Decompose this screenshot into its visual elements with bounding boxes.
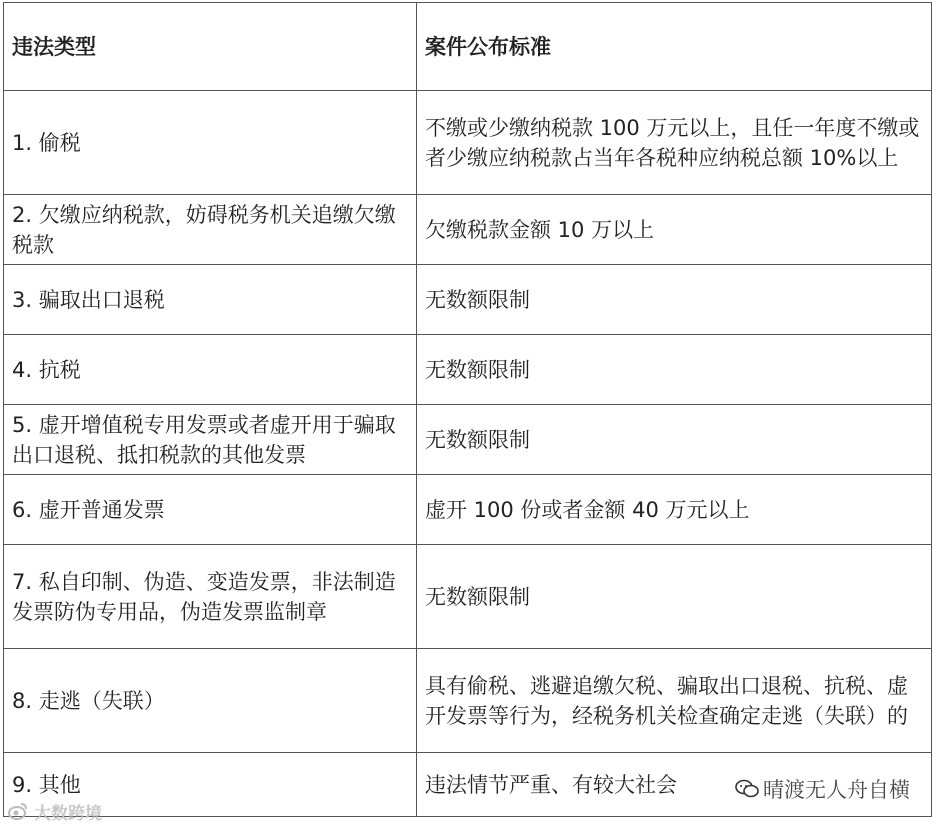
watermark-right-text: 晴渡无人舟自横 xyxy=(763,778,910,802)
standard-cell: 无数额限制 xyxy=(417,545,932,649)
watermark-right xyxy=(735,774,910,804)
standard-cell: 无数额限制 xyxy=(417,335,932,405)
wechat-icon xyxy=(735,779,757,799)
weibo-icon xyxy=(8,802,30,822)
table-row xyxy=(4,91,932,195)
table-row xyxy=(4,335,932,405)
table-row xyxy=(4,545,932,649)
header-publication-standard: 案件公布标准 xyxy=(417,3,932,91)
standard-cell: 不缴或少缴纳税款 100 万元以上，且任一年度不缴或者少缴应纳税款占当年各税种应纳税总额 10%以上 xyxy=(417,91,932,195)
table-row xyxy=(4,475,932,545)
table-row xyxy=(4,265,932,335)
tax-violation-table-container xyxy=(3,2,931,817)
standard-cell: 欠缴税款金额 10 万以上 xyxy=(417,195,932,265)
violation-type-cell: 2. 欠缴应纳税款，妨碍税务机关追缴欠缴税款 xyxy=(4,195,417,265)
table-header-row xyxy=(4,3,932,91)
violation-type-cell: 6. 虚开普通发票 xyxy=(4,475,417,545)
watermark-left-text: 大数跨境 xyxy=(34,804,102,824)
table-row xyxy=(4,649,932,753)
violation-type-cell: 3. 骗取出口退税 xyxy=(4,265,417,335)
violation-type-cell: 1. 偷税 xyxy=(4,91,417,195)
violation-type-cell: 5. 虚开增值税专用发票或者虚开用于骗取出口退税、抵扣税款的其他发票 xyxy=(4,405,417,475)
violation-type-cell: 7. 私自印制、伪造、变造发票，非法制造发票防伪专用品，伪造发票监制章 xyxy=(4,545,417,649)
violation-type-cell: 8. 走逃（失联） xyxy=(4,649,417,753)
standard-cell: 无数额限制 xyxy=(417,265,932,335)
standard-cell: 虚开 100 份或者金额 40 万元以上 xyxy=(417,475,932,545)
standard-cell: 具有偷税、逃避追缴欠税、骗取出口退税、抗税、虚开发票等行为，经税务机关检查确定走逃（失联）的 xyxy=(417,649,932,753)
violation-type-cell: 4. 抗税 xyxy=(4,335,417,405)
header-violation-type: 违法类型 xyxy=(4,3,417,91)
standard-cell: 无数额限制 xyxy=(417,405,932,475)
watermark-left xyxy=(8,799,102,824)
standard-cell: 违法情节严重、有较大社会 xyxy=(417,753,932,817)
tax-violation-table xyxy=(3,2,932,817)
table-row xyxy=(4,195,932,265)
table-row xyxy=(4,405,932,475)
violation-type-cell: 9. 其他 xyxy=(4,753,417,817)
